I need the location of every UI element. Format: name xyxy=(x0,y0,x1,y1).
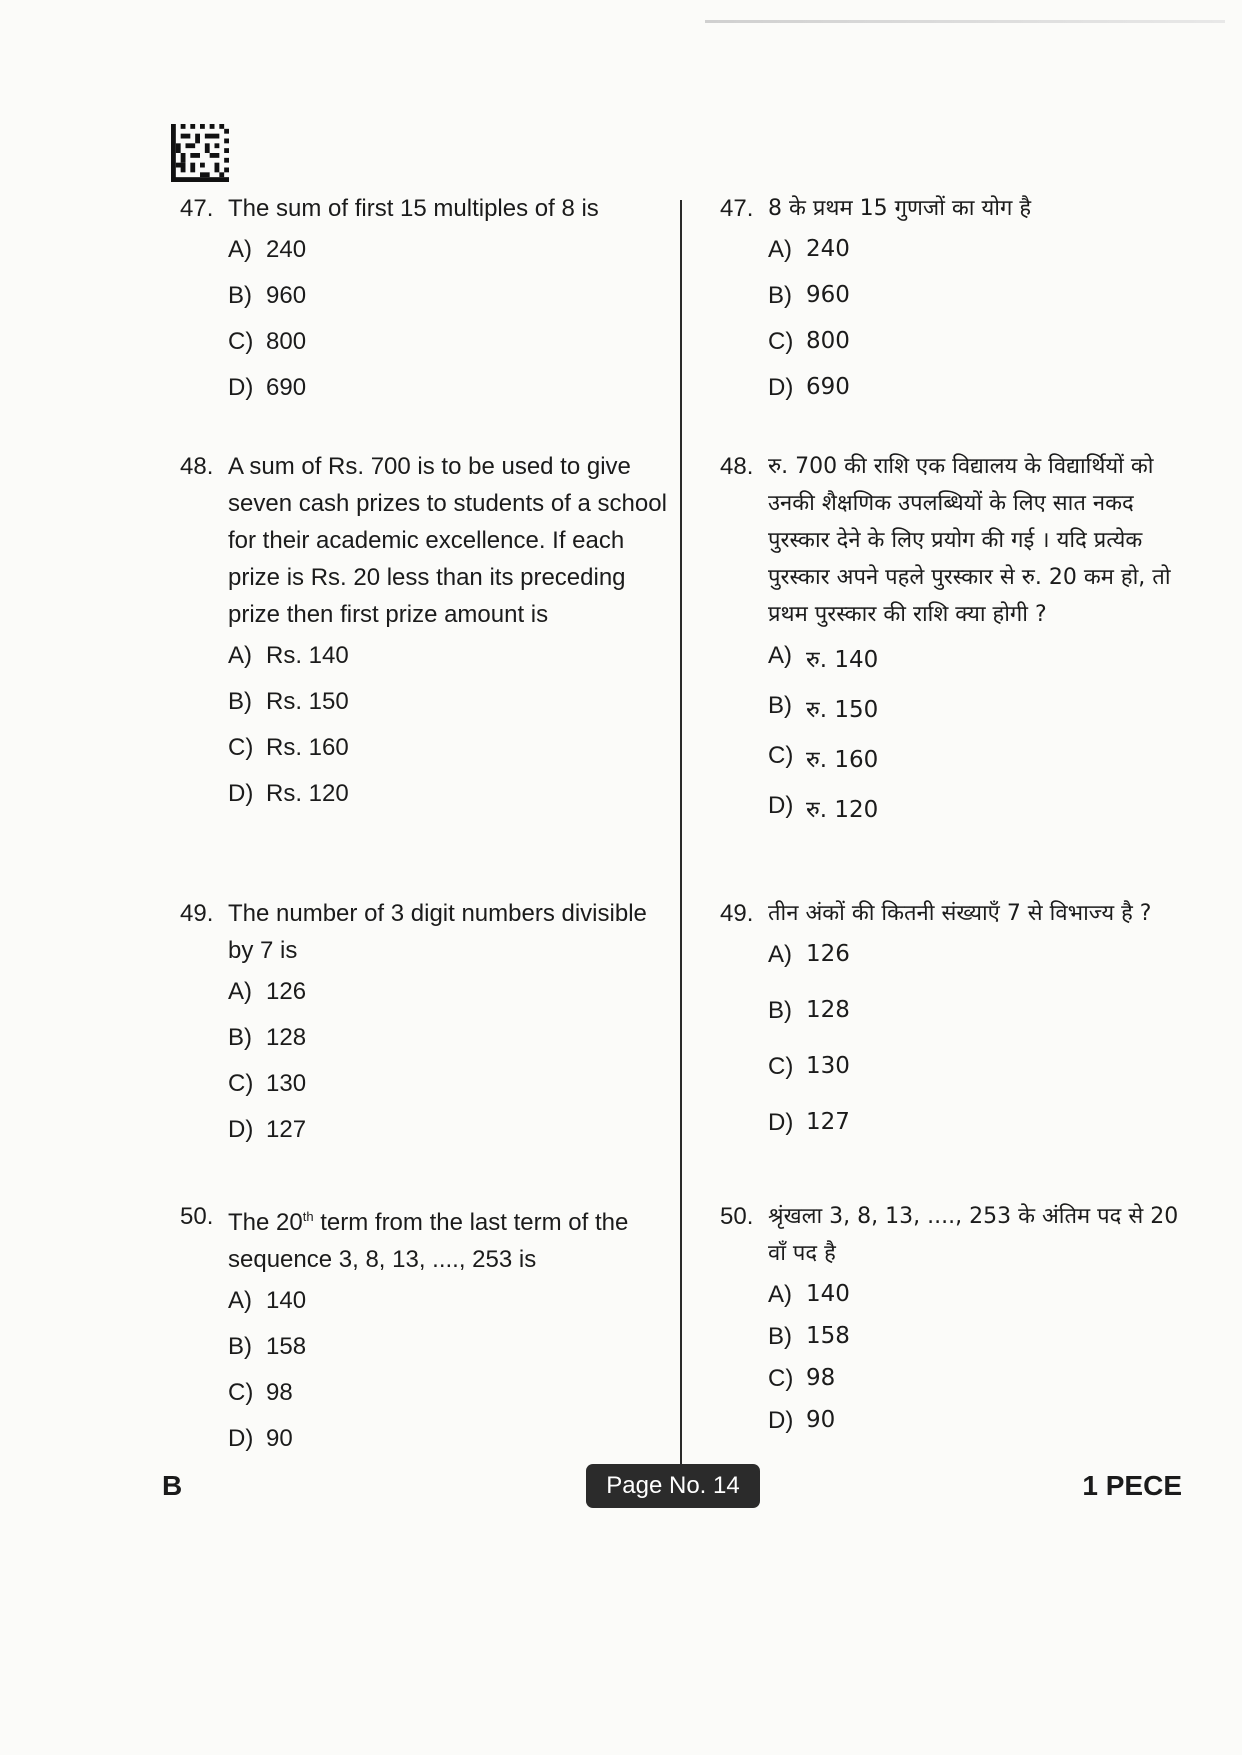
question-47-en xyxy=(180,190,670,402)
option-a[interactable]: A) 140 xyxy=(228,1287,307,1314)
option-c[interactable]: C) 800 xyxy=(228,328,307,355)
option-c[interactable]: C) 98 xyxy=(768,1365,836,1392)
question-50-en xyxy=(180,1198,670,1453)
option-d[interactable]: D) 90 xyxy=(228,1425,293,1452)
question-number: 47. xyxy=(180,195,214,222)
options-list xyxy=(228,1287,670,1453)
option-b[interactable]: B) 128 xyxy=(228,1024,307,1051)
question-49-hi xyxy=(720,895,1190,1137)
option-a[interactable]: A) Rs. 140 xyxy=(228,642,349,669)
option-a[interactable]: A) 240 xyxy=(228,236,307,263)
option-d[interactable]: D) 127 xyxy=(228,1116,307,1143)
question-number: 50. xyxy=(720,1203,754,1230)
option-a[interactable]: A) 126 xyxy=(768,941,850,968)
option-d[interactable]: D) 127 xyxy=(768,1109,850,1136)
question-47-hi xyxy=(720,190,1190,402)
option-c[interactable]: C) 98 xyxy=(228,1379,293,1406)
column-divider xyxy=(680,200,682,1468)
datamatrix-code-icon xyxy=(170,124,230,182)
question-text: The number of 3 digit numbers divisible by 7 is xyxy=(228,900,647,964)
question-48-hi xyxy=(720,448,1190,824)
option-b[interactable]: B) 158 xyxy=(228,1333,307,1360)
option-c[interactable]: C) 130 xyxy=(228,1070,307,1097)
option-a[interactable]: A) 126 xyxy=(228,978,307,1005)
paper-code: 1 PECE xyxy=(1082,1470,1182,1501)
question-text: श्रृंखला 3, 8, 13, ...., 253 के अंतिम पद से 20 वाँ पद है xyxy=(768,1204,1179,1266)
options-list xyxy=(228,642,670,808)
question-number: 49. xyxy=(720,900,754,927)
option-d[interactable]: D) 690 xyxy=(228,374,307,401)
option-d[interactable]: D) Rs. 120 xyxy=(228,780,349,807)
question-text: 8 के प्रथम 15 गुणजों का योग है xyxy=(768,196,1032,221)
question-text: रु. 700 की राशि एक विद्यालय के विद्यार्थियों को उनकी शैक्षणिक उपलब्धियों के लिए सात नकद पुरस्कार देने के लिए प्रयोग की गई । यदि प्रत्येक पुरस्कार अपने पहले पुरस्कार से रु. 20 कम हो, तो प्रथम पुरस्कार की राशि क्या होगी ? xyxy=(768,454,1171,627)
page-number-badge: Page No. 14 xyxy=(586,1464,760,1508)
option-b[interactable]: B) 960 xyxy=(228,282,307,309)
question-text: The 20th term from the last term of the sequence 3, 8, 13, ...., 253 is xyxy=(228,1209,629,1273)
question-number: 50. xyxy=(180,1203,214,1230)
option-a[interactable]: A) रु. 140 xyxy=(768,642,879,673)
options-list xyxy=(228,978,670,1144)
option-d[interactable]: D) 690 xyxy=(768,374,850,401)
option-d[interactable]: D) 90 xyxy=(768,1407,836,1434)
option-c[interactable]: C) रु. 160 xyxy=(768,742,879,773)
question-text: तीन अंकों की कितनी संख्याएँ 7 से विभाज्य है ? xyxy=(768,901,1152,926)
question-49-en xyxy=(180,895,670,1144)
option-b[interactable]: B) 960 xyxy=(768,282,850,309)
booklet-series: B xyxy=(162,1470,183,1501)
option-b[interactable]: B) 128 xyxy=(768,997,850,1024)
options-list xyxy=(768,642,1190,824)
question-number: 49. xyxy=(180,900,214,927)
question-text: The sum of first 15 multiples of 8 is xyxy=(228,195,599,222)
question-number: 47. xyxy=(720,195,754,222)
option-d[interactable]: D) रु. 120 xyxy=(768,792,879,823)
options-list xyxy=(768,236,1190,402)
options-list xyxy=(768,1281,1190,1435)
question-50-hi xyxy=(720,1198,1190,1435)
scan-artifact-line xyxy=(705,20,1225,23)
options-list xyxy=(768,941,1190,1137)
question-number: 48. xyxy=(720,453,754,480)
option-c[interactable]: C) Rs. 160 xyxy=(228,734,349,761)
options-list xyxy=(228,236,670,402)
question-number: 48. xyxy=(180,453,214,480)
option-c[interactable]: C) 800 xyxy=(768,328,850,355)
option-c[interactable]: C) 130 xyxy=(768,1053,850,1080)
option-a[interactable]: A) 240 xyxy=(768,236,850,263)
option-b[interactable]: B) 158 xyxy=(768,1323,850,1350)
option-a[interactable]: A) 140 xyxy=(768,1281,850,1308)
question-48-en xyxy=(180,448,670,808)
option-b[interactable]: B) Rs. 150 xyxy=(228,688,349,715)
question-text: A sum of Rs. 700 is to be used to give seven cash prizes to students of a school for their academic excellence. If each prize is Rs. 20 less than its preceding prize then first prize amount is xyxy=(228,453,667,628)
option-b[interactable]: B) रु. 150 xyxy=(768,692,879,723)
